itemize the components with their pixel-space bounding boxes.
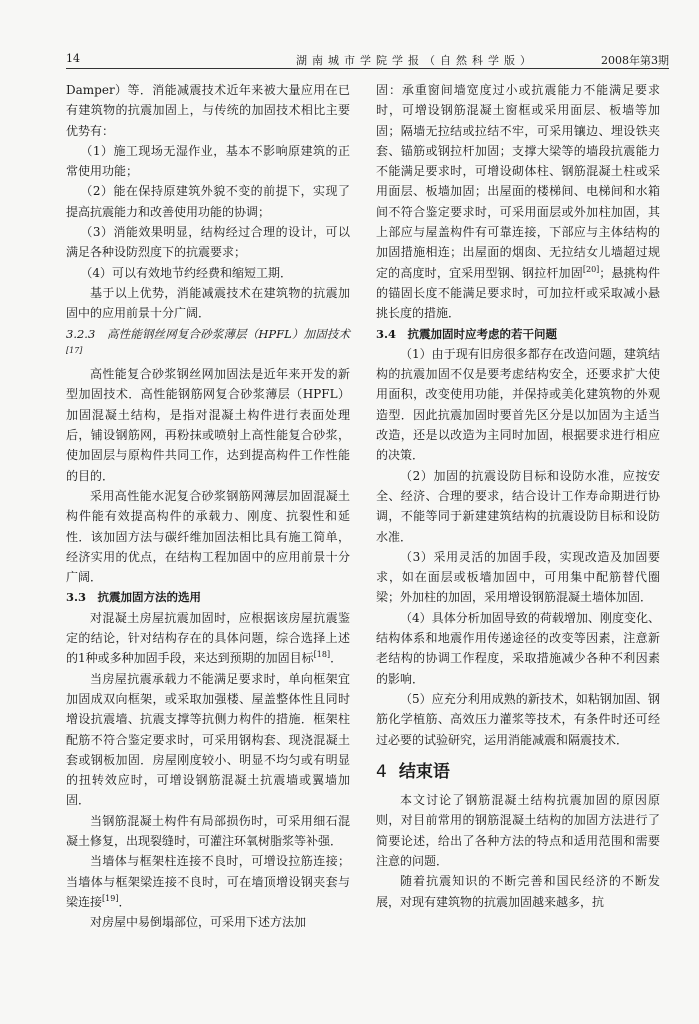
paragraph [66, 364, 350, 486]
text-run: （5）应充分利用成熟的新技术，如粘钢加固、钢筋化学植筋、高效压力灌浆等技术，有条件时还可经过必要的试验研究，运用消能减震和隔震技术． [376, 691, 660, 747]
text-run: 3.3 抗震加固方法的选用 [66, 590, 202, 605]
paragraph [376, 547, 660, 608]
subsection-heading [66, 587, 350, 607]
text-run: ；悬挑构件的锚固长度不能满足要求时，可加拉杆或采取减小悬挑长度的措施． [376, 265, 660, 321]
paragraph [66, 80, 350, 141]
paragraph [376, 466, 660, 547]
paragraph [376, 344, 660, 466]
citation-ref: [18] [313, 650, 331, 660]
page-number: 14 [66, 52, 80, 65]
paragraph [376, 871, 660, 912]
paragraph [376, 608, 660, 689]
paragraph [66, 851, 350, 912]
text-run: （1）由于现有旧房很多都存在改造问题，建筑结构的抗震加固不仅是要考虑结构安全，还要求扩大使用面积，改变使用功能，并保持或美化建筑物的外观造型．因此抗震加固时要首先区分是以加固为主适当改造，还是以改造为主同时加固，根据要求进行相应的决策． [376, 346, 660, 463]
text-run: 采用高性能水泥复合砂浆钢筋网薄层加固混凝土构件能有效提高构件的承载力、刚度、抗裂性和延性．该加固方法与碳纤维加固法相比具有施工简单，经济实用的优点，在结构工程加固中的应用前景十分广阔． [66, 488, 350, 585]
text-run: （3）采用灵活的加固手段，实现改造及加固要求，如在面层或板墙加固中，可用集中配筋替代圈梁；外加柱的加固，采用增设钢筋混凝土墙体加固． [376, 549, 660, 605]
paragraph [66, 141, 350, 182]
text-run: 当房屋抗震承载力不能满足要求时，单向框架宜加固成双向框架，或采取加强楼、屋盖整体性且同时增设抗震墙、抗震支撑等抗侧力构件的措施．框架柱配筋不符合鉴定要求时，可采用钢构套、现浇混凝土套或钢板加固．房屋刚度较小、明显不均匀或有明显的扭转效应时，可增设钢筋混凝土抗震墙或翼墙加固． [66, 671, 350, 808]
text-run: 高性能复合砂浆钢丝网加固法是近年来开发的新型加固技术．高性能钢筋网复合砂浆薄层（HPFL）加固混凝土结构，是指对混凝土构件进行表面处理后，铺设钢筋网，再粉抹或喷射上高性能复合砂浆，使加固层与原构件共同工作，达到提高构件工作性能的目的． [66, 367, 350, 483]
paragraph [66, 283, 350, 324]
citation-ref: [17] [66, 346, 83, 356]
section-number: 4 [376, 761, 387, 782]
paragraph [66, 912, 350, 932]
subsection-heading [376, 324, 660, 344]
text-run: （2）能在保持原建筑外貌不变的前提下，实现了提高抗震能力和改善使用功能的协调； [66, 184, 350, 219]
subsection-heading [66, 324, 350, 365]
text-run: （2）加固的抗震设防目标和设防水准，应按安全、经济、合理的要求，结合设计工作寿命期进行协调，不能等同于新建建筑结构的抗震设防目标和设防水准． [376, 468, 660, 544]
journal-title: 湖南城市学院学报（自然科学版） [296, 54, 536, 67]
text-run: 对混凝土房屋抗震加固时，应根据该房屋抗震鉴定的结论，针对结构存在的具体问题，综合选择上述的1种或多种加固手段，来达到预期的加固目标 [66, 610, 350, 666]
paragraph [66, 608, 350, 669]
paragraph [66, 811, 350, 852]
text-run: 当墙体与框架柱连接不良时，可增设拉筋连接；当墙体与框架梁连接不良时，可在墙顶增设钢夹套与梁连接 [66, 854, 350, 909]
paragraph [66, 263, 350, 283]
text-run: 随着抗震知识的不断完善和国民经济的不断发展，对现有建筑物的抗震加固越来越多，抗 [376, 874, 660, 909]
paragraph [66, 181, 350, 222]
text-run: 3.2.3 高性能钢丝网复合砂浆薄层（HPFL）加固技术 [66, 326, 350, 341]
right-column [376, 80, 660, 912]
text-run: ． [330, 651, 343, 666]
text-run: 固：承重窗间墙宽度过小或抗震能力不能满足要求时，可增设钢筋混凝土窗框或采用面层、板墙等加固；隔墙无拉结或拉结不牢，可采用镶边、埋设铁夹套、锚筋或钢拉杆加固；支撑大梁等的墙段抗震能力不能满足要求时，可增设砌体柱、钢筋混凝土柱或采用面层、板墙加固；出屋面的楼梯间、电梯间和水箱间不符合鉴定要求时，可采用面层或外加柱加固，其上部应与屋盖构件有可靠连接，下部应与主体结构的加固措施相连；出屋面的烟囱、无拉结女儿墙超过规定的高度时，宜采用型钢、钢拉杆加固 [376, 83, 660, 280]
text-run: （4）可以有效地节约经费和缩短工期． [80, 265, 293, 280]
paragraph [376, 689, 660, 750]
text-run: 对房屋中易倒塌部位，可采用下述方法加 [90, 915, 307, 930]
text-run: （1）施工现场无湿作业，基本不影响原建筑的正常使用功能； [66, 143, 350, 179]
text-run: （4）具体分析加固导致的荷载增加、刚度变化、结构体系和地震作用传递途径的改变等因素，注意新老结构的协调工作程度，采取措施减少各种不利因素的影响． [376, 610, 660, 686]
paragraph [66, 486, 350, 587]
text-run: 3.4 抗震加固时应考虑的若干问题 [376, 326, 558, 341]
paragraph [66, 222, 350, 263]
text-run: 本文讨论了钢筋混凝土结构抗震加固的原因原则，对目前常用的钢筋混凝土结构的加固方法进行了简要论述，给出了各种方法的特点和适用范围和需要注意的问题． [376, 793, 660, 868]
paragraph [66, 669, 350, 811]
text-run: （3）消能效果明显，结构经过合理的设计，可以满足各种设防烈度下的抗震要求； [66, 225, 350, 260]
text-run: 基于以上优势，消能减震技术在建筑物的抗震加固中的应用前景十分广阔． [66, 285, 350, 321]
citation-ref: [20] [582, 264, 600, 274]
text-run: Damper）等．消能减震技术近年来被大量应用在已有建筑物的抗震加固上，与传统的加固技术相比主要优势有： [66, 83, 350, 138]
text-run: ． [118, 894, 131, 909]
issue-label: 2008年第3期 [601, 54, 669, 67]
page-header [66, 50, 669, 69]
section-heading [376, 762, 660, 782]
citation-ref: [19] [102, 893, 119, 903]
section-title: 结束语 [398, 761, 450, 782]
paragraph [376, 80, 660, 324]
text-run: 当钢筋混凝土构件有局部损伤时，可采用细石混凝土修复，出现裂缝时，可灌注环氧树脂浆等补强． [66, 813, 350, 848]
paragraph [376, 790, 660, 871]
left-column [66, 80, 350, 932]
